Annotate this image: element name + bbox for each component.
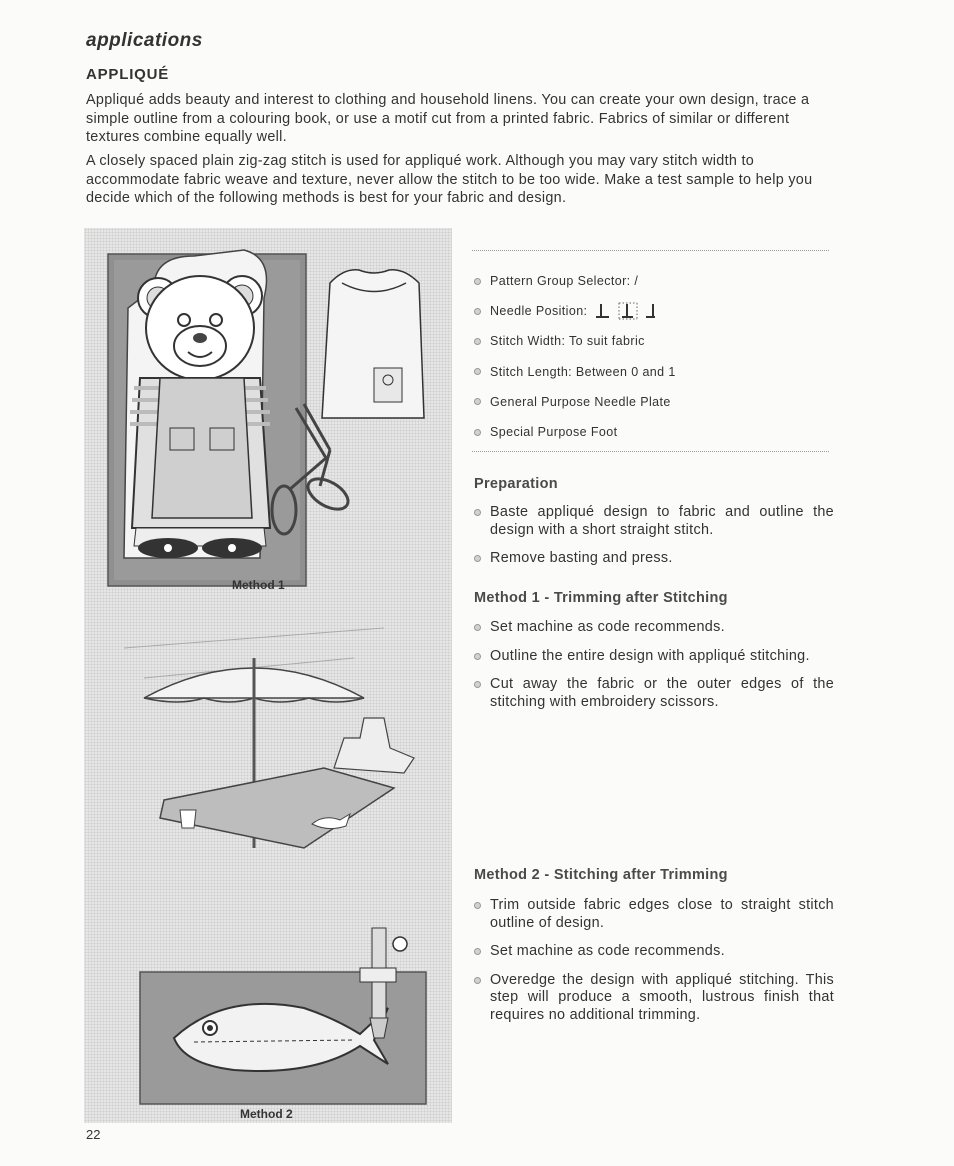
list-item: Outline the entire design with appliqué stitching. [474, 648, 834, 666]
caption-method-2: Method 2 [240, 1107, 293, 1121]
page-number: 22 [86, 1127, 101, 1142]
page-title: APPLIQUÉ [86, 66, 170, 83]
setting-item: General Purpose Needle Plate [474, 387, 676, 417]
bullet-icon [474, 429, 481, 436]
divider [472, 250, 829, 251]
method-1-steps [474, 619, 834, 722]
setting-item: Needle Position: [474, 296, 676, 326]
bullet-icon [474, 948, 481, 955]
bear-applique-illustration [108, 250, 306, 586]
caption-method-1: Method 1 [232, 578, 285, 592]
machine-settings-list [474, 266, 676, 447]
needle-position-icon [595, 302, 669, 320]
list-item: Baste appliqué design to fabric and outline the design with a short straight stitch. [474, 504, 834, 539]
bullet-icon [474, 653, 481, 660]
list-item: Remove basting and press. [474, 550, 834, 568]
setting-item: Stitch Length: Between 0 and 1 [474, 357, 676, 387]
fish-applique-illustration [140, 928, 426, 1104]
divider [472, 451, 829, 452]
list-item: Set machine as code recommends. [474, 943, 834, 961]
method-1-heading: Method 1 - Trimming after Stitching [474, 590, 728, 606]
beach-scene-illustration [124, 628, 414, 848]
preparation-steps [474, 504, 834, 579]
bullet-icon [474, 509, 481, 516]
bullet-icon [474, 338, 481, 345]
list-item: Overedge the design with appliqué stitching. This step will produce a smooth, lustrous finish that requires no additional trimming. [474, 972, 834, 1025]
bullet-icon [474, 368, 481, 375]
intro-paragraph-1: Appliqué adds beauty and interest to clothing and household linens. You can create your own design, trace a simple outline from a colouring book, or use a motif cut from a printed fabric. Fabrics of similar or different textures combine equally well. [86, 92, 810, 145]
bullet-icon [474, 555, 481, 562]
bullet-icon [474, 681, 481, 688]
method-2-heading: Method 2 - Stitching after Trimming [474, 867, 728, 883]
bullet-icon [474, 624, 481, 631]
list-item: Cut away the fabric or the outer edges of the stitching with embroidery scissors. [474, 676, 834, 711]
applique-illustrations [84, 228, 452, 1123]
list-item: Set machine as code recommends. [474, 619, 834, 637]
bullet-icon [474, 398, 481, 405]
bullet-icon [474, 308, 481, 315]
smock-dress-illustration [322, 270, 424, 418]
setting-item: Stitch Width: To suit fabric [474, 326, 676, 356]
bullet-icon [474, 902, 481, 909]
method-2-steps [474, 897, 834, 1035]
bullet-icon [474, 278, 481, 285]
setting-item: Pattern Group Selector: / [474, 266, 676, 296]
section-title: applications [86, 30, 203, 51]
preparation-heading: Preparation [474, 476, 558, 492]
intro-paragraph-2: A closely spaced plain zig-zag stitch is used for appliqué work. Although you may vary stitch width to accommodate fabric weave and texture, never allow the stitch to be too wide. Make a test sample to help you decide which of the following methods is best for your fabric and design. [86, 153, 813, 206]
list-item: Trim outside fabric edges close to straight stitch outline of design. [474, 897, 834, 932]
bullet-icon [474, 977, 481, 984]
setting-item: Special Purpose Foot [474, 417, 676, 447]
